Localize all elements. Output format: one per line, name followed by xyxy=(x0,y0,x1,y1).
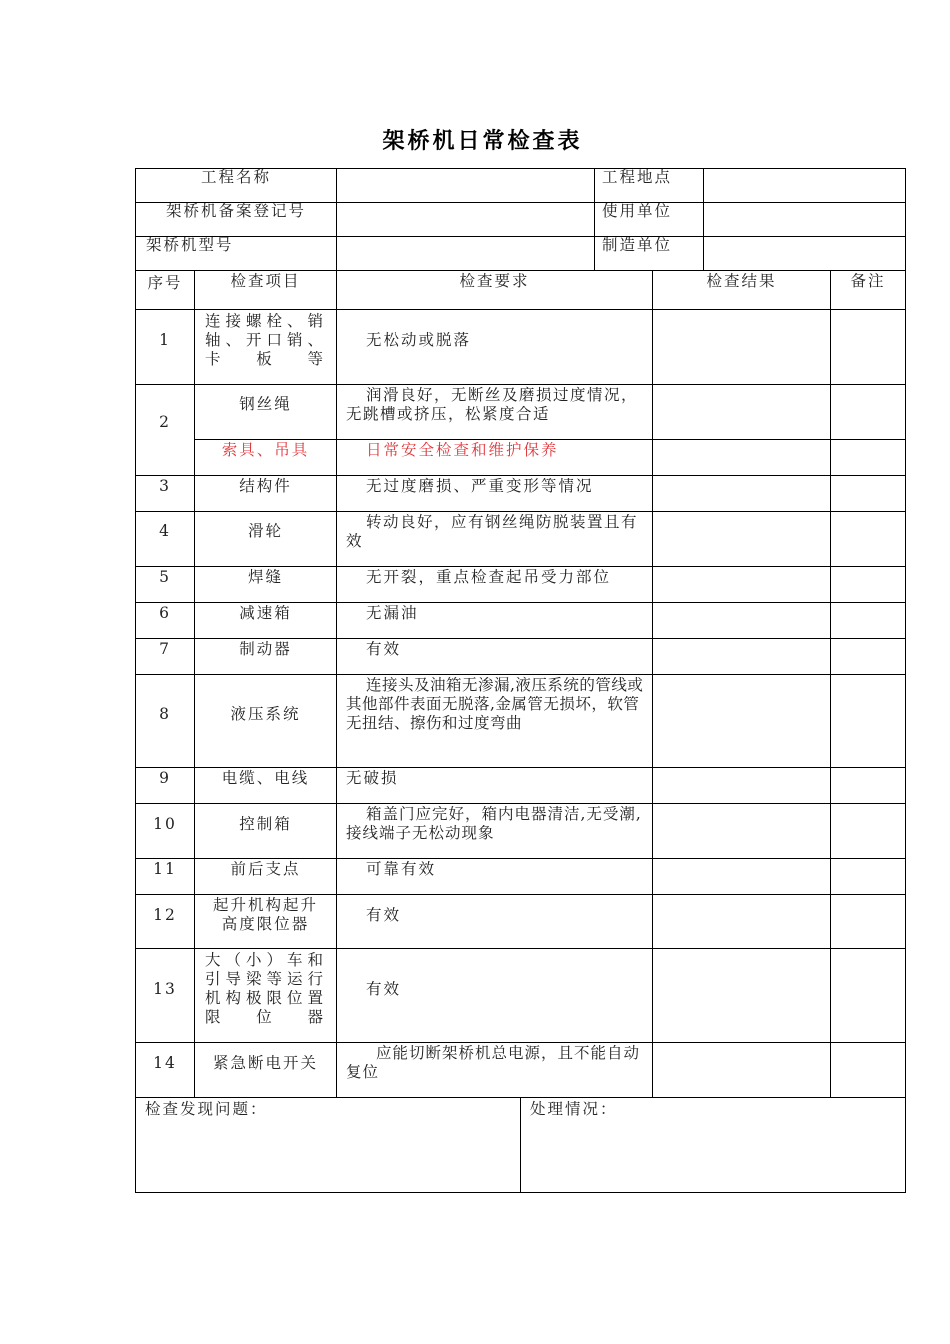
divider xyxy=(703,168,704,270)
row-item: 索具、吊具 xyxy=(221,441,310,459)
divider xyxy=(135,566,906,567)
col-header-no: 序号 xyxy=(147,274,183,292)
row-requirement: 无松动或脱落 xyxy=(366,331,472,349)
row-requirement: 应能切断架桥机总电源，且不能自动复位 xyxy=(346,1044,641,1081)
row-requirement: 无过度磨损、严重变形等情况 xyxy=(366,477,594,495)
col-header-remark: 备注 xyxy=(850,272,886,290)
project-location-label: 工程地点 xyxy=(602,168,673,186)
divider xyxy=(194,439,906,440)
row-requirement: 无漏油 xyxy=(366,604,419,622)
divider xyxy=(135,674,906,675)
divider xyxy=(135,803,906,804)
row-number: 6 xyxy=(159,604,171,622)
divider xyxy=(336,168,337,270)
row-requirement: 润滑良好，无断丝及磨损过度情况，无跳槽或挤压，松紧度合适 xyxy=(346,386,639,423)
row-requirement: 日常安全检查和维护保养 xyxy=(366,441,559,459)
divider xyxy=(135,948,906,949)
row-requirement: 连接头及油箱无渗漏,液压系统的管线或其他部件表面无脱落,金属管无损坏，软管无扭结、擦伤和过度弯曲 xyxy=(346,676,644,732)
col-header-requirement: 检查要求 xyxy=(459,272,530,290)
model-label: 架桥机型号 xyxy=(146,236,234,254)
row-item: 控制箱 xyxy=(239,815,292,833)
row-item: 减速箱 xyxy=(239,604,292,622)
divider xyxy=(135,858,906,859)
project-name-label: 工程名称 xyxy=(200,168,271,186)
row-item: 起升机构起升高度限位器 xyxy=(212,896,318,933)
row-item: 焊缝 xyxy=(247,568,283,586)
row-number: 12 xyxy=(153,906,177,924)
row-number: 5 xyxy=(159,568,171,586)
table-border-left xyxy=(135,168,136,1193)
row-item: 大（小）车和引导梁等运行机构极限位置限位器 xyxy=(205,951,326,1026)
row-number: 8 xyxy=(159,705,171,723)
divider xyxy=(135,1042,906,1043)
divider xyxy=(336,270,337,1097)
table-border-right xyxy=(905,168,906,1193)
divider xyxy=(135,270,906,271)
row-number: 1 xyxy=(159,331,171,349)
user-unit-label: 使用单位 xyxy=(602,202,673,220)
divider xyxy=(135,638,906,639)
row-requirement: 箱盖门应完好，箱内电器清洁,无受潮,接线端子无松动现象 xyxy=(346,805,642,842)
registration-label: 架桥机备案登记号 xyxy=(165,202,306,220)
divider xyxy=(135,602,906,603)
row-number: 3 xyxy=(159,477,171,495)
row-requirement: 有效 xyxy=(366,906,402,924)
row-item: 前后支点 xyxy=(230,860,301,878)
divider xyxy=(135,767,906,768)
row-number: 7 xyxy=(159,640,171,658)
col-header-result: 检查结果 xyxy=(706,272,777,290)
row-number: 2 xyxy=(159,413,171,431)
divider xyxy=(830,270,831,1097)
row-requirement: 可靠有效 xyxy=(366,860,437,878)
row-item: 电缆、电线 xyxy=(221,769,310,787)
divider xyxy=(135,894,906,895)
row-number: 11 xyxy=(153,860,177,878)
row-item: 结构件 xyxy=(239,477,292,495)
row-number: 10 xyxy=(153,815,177,833)
divider xyxy=(594,168,595,270)
row-item: 制动器 xyxy=(239,640,292,658)
row-requirement: 有效 xyxy=(366,640,402,658)
divider xyxy=(135,475,906,476)
divider xyxy=(135,236,906,237)
row-number: 13 xyxy=(153,980,177,998)
row-requirement: 有效 xyxy=(366,980,402,998)
row-requirement: 转动良好，应有钢丝绳防脱装置且有效 xyxy=(346,513,639,550)
row-number: 9 xyxy=(159,769,171,787)
divider xyxy=(520,1097,521,1193)
row-item: 紧急断电开关 xyxy=(212,1054,318,1072)
handling-label: 处理情况： xyxy=(530,1100,618,1118)
row-item: 滑轮 xyxy=(247,522,283,540)
row-requirement: 无开裂，重点检查起吊受力部位 xyxy=(366,568,612,586)
page-title: 架桥机日常检查表 xyxy=(382,129,583,154)
row-requirement: 无破损 xyxy=(346,769,399,787)
row-number: 4 xyxy=(159,522,171,540)
divider xyxy=(135,511,906,512)
divider xyxy=(135,384,906,385)
row-item: 液压系统 xyxy=(230,705,301,723)
manufacturer-label: 制造单位 xyxy=(602,236,673,254)
row-item: 连接螺栓、销轴、开口销、卡板等 xyxy=(205,312,326,368)
col-header-item: 检查项目 xyxy=(230,272,301,290)
row-item: 钢丝绳 xyxy=(239,395,292,413)
row-number: 14 xyxy=(153,1054,177,1072)
divider xyxy=(652,270,653,1097)
problems-found-label: 检查发现问题： xyxy=(145,1100,268,1118)
divider xyxy=(135,309,906,310)
